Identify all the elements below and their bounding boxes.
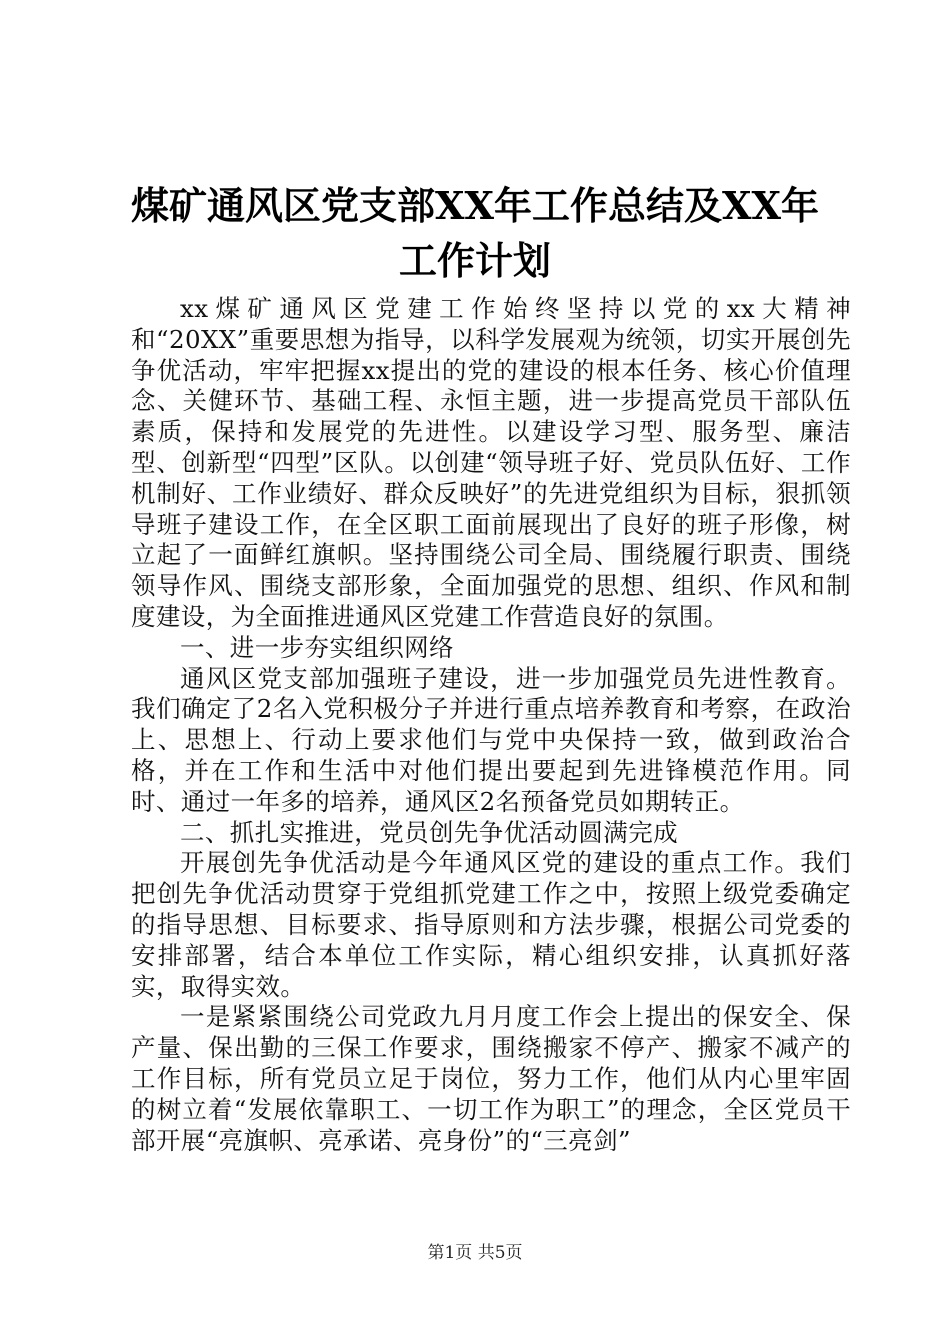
document-title: 煤矿通风区党支部XX年工作总结及XX年工作计划 (131, 183, 819, 283)
section-heading-1: 一、进一步夯实组织网络 (180, 632, 454, 662)
document-body (131, 294, 851, 1156)
section-heading-2: 二、抓扎实推进，党员创先争优活动圆满完成 (180, 817, 678, 847)
page-footer: 第1页 共5页 (427, 1243, 523, 1263)
section-2-paragraph: 开展创先争优活动是今年通风区党的建设的重点工作。我们把创先争优活动贯穿于党组抓党建工作之中，按照上级党委确定的指导思想、目标要求、指导原则和方法步骤，根据公司党委的安排部署，结合本单位工作实际，精心组织安排，认真抓好落实，取得实效。 (131, 848, 851, 1001)
section-1-paragraph: 通风区党支部加强班子建设，进一步加强党员先进性教育。我们确定了2名入党积极分子并进行重点培养教育和考察，在政治上、思想上、行动上要求他们与党中央保持一致，做到政治合格，并在工作和生活中对他们提出要起到先进锋模范作用。同时、通过一年多的培养，通风区2名预备党员如期转正。 (131, 663, 851, 816)
intro-paragraph: xx煤矿通风区党建工作始终坚持以党的xx大精神和“20XX”重要思想为指导，以科学发展观为统领，切实开展创先争优活动，牢牢把握xx提出的党的建设的根本任务、核心价值理念、关健环节、基础工程、永恒主题，进一步提高党员干部队伍素质，保持和发展党的先进性。以建设学习型、服务型、廉洁型、创新型“四型”区队。以创建“领导班子好、党员队伍好、工作机制好、工作业绩好、群众反映好”的先进党组织为目标，狠抓领导班子建设工作，在全区职工面前展现出了良好的班子形像，树立起了一面鲜红旗帜。坚持围绕公司全局、围绕履行职责、围绕领导作风、围绕支部形象，全面加强党的思想、组织、作风和制度建设，为全面推进通风区党建工作营造良好的氛围。 (131, 294, 851, 631)
section-2-point-1-paragraph: 一是紧紧围绕公司党政九月月度工作会上提出的保安全、保产量、保出勤的三保工作要求，围绕搬家不停产、搬家不减产的工作目标，所有党员立足于岗位，努力工作，他们从内心里牢固的树立着“发展依靠职工、一切工作为职工”的理念，全区党员干部开展“亮旗帜、亮承诺、亮身份”的“三亮剑” (131, 1002, 851, 1155)
